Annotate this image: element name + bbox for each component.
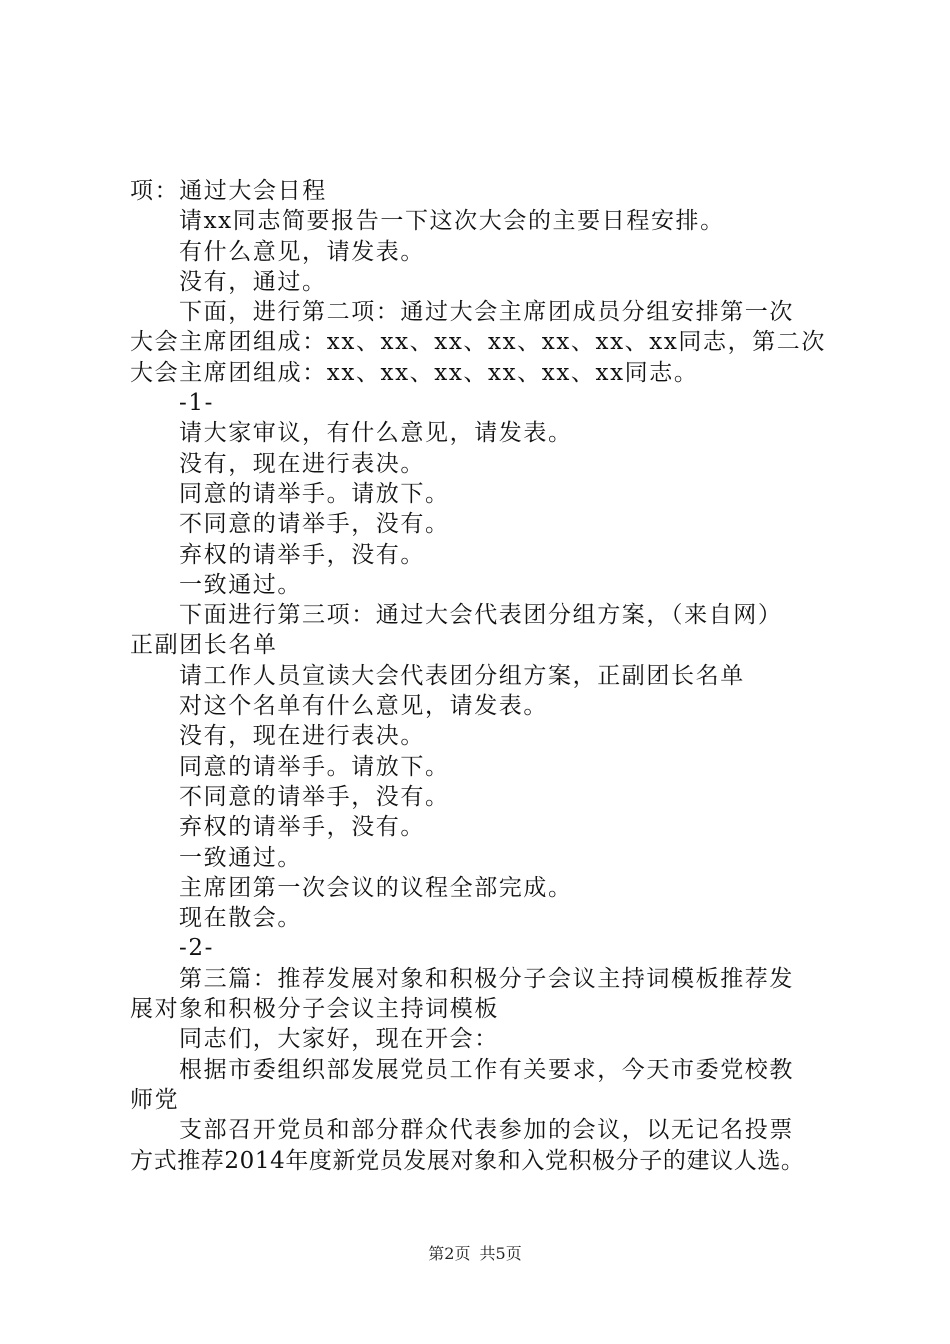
text-line: 一致通过。 bbox=[179, 844, 302, 871]
page-marker: -1- bbox=[179, 390, 214, 417]
page-marker: -2- bbox=[179, 935, 214, 962]
page-footer bbox=[0, 1243, 950, 1265]
text-line: 没有，现在进行表决。 bbox=[179, 450, 425, 477]
text-line: 下面，进行第二项：通过大会主席团成员分组安排第一次 bbox=[179, 299, 794, 326]
document-body bbox=[130, 176, 842, 1176]
text-line: 方式推荐2014年度新党员发展对象和入党积极分子的建议人选。 bbox=[130, 1147, 805, 1174]
text-line: 支部召开党员和部分群众代表参加的会议，以无记名投票 bbox=[179, 1117, 794, 1144]
text-line: 没有，通过。 bbox=[179, 268, 327, 295]
text-line: 大会主席团组成：xx、xx、xx、xx、xx、xx同志。 bbox=[130, 359, 699, 386]
text-line: 主席团第一次会议的议程全部完成。 bbox=[179, 874, 573, 901]
text-line: 有什么意见，请发表。 bbox=[179, 238, 425, 265]
text-line: 同意的请举手。请放下。 bbox=[179, 480, 450, 507]
text-line: 请工作人员宣读大会代表团分组方案，正副团长名单 bbox=[179, 662, 745, 689]
text-line: 同志们，大家好，现在开会： bbox=[179, 1026, 499, 1053]
text-line: 同意的请举手。请放下。 bbox=[179, 753, 450, 780]
page-number: 第2页 bbox=[428, 1244, 471, 1263]
text-line: 大会主席团组成：xx、xx、xx、xx、xx、xx、xx同志，第二次 bbox=[130, 329, 826, 356]
page-total: 共5页 bbox=[479, 1244, 522, 1263]
text-line: 不同意的请举手，没有。 bbox=[179, 783, 450, 810]
text-line: 一致通过。 bbox=[179, 571, 302, 598]
section-heading: 第三篇：推荐发展对象和积极分子会议主持词模板推荐发 bbox=[179, 965, 794, 992]
text-line: 正副团长名单 bbox=[130, 632, 278, 659]
text-line: 对这个名单有什么意见，请发表。 bbox=[179, 693, 548, 720]
text-line: 弃权的请举手，没有。 bbox=[179, 541, 425, 568]
text-line: 没有，现在进行表决。 bbox=[179, 723, 425, 750]
text-line: 师党 bbox=[130, 1086, 180, 1113]
text-line: 请xx同志简要报告一下这次大会的主要日程安排。 bbox=[179, 208, 725, 235]
text-line: 项：通过大会日程 bbox=[130, 178, 327, 204]
text-line: 根据市委组织部发展党员工作有关要求，今天市委党校教 bbox=[179, 1056, 794, 1083]
text-line: 不同意的请举手，没有。 bbox=[179, 511, 450, 538]
text-line: 请大家审议，有什么意见，请发表。 bbox=[179, 420, 573, 447]
section-heading-continued: 展对象和积极分子会议主持词模板 bbox=[130, 996, 499, 1023]
text-line: 弃权的请举手，没有。 bbox=[179, 814, 425, 841]
text-line: 下面进行第三项：通过大会代表团分组方案，（来自网） bbox=[179, 602, 783, 629]
text-line: 现在散会。 bbox=[179, 905, 302, 932]
